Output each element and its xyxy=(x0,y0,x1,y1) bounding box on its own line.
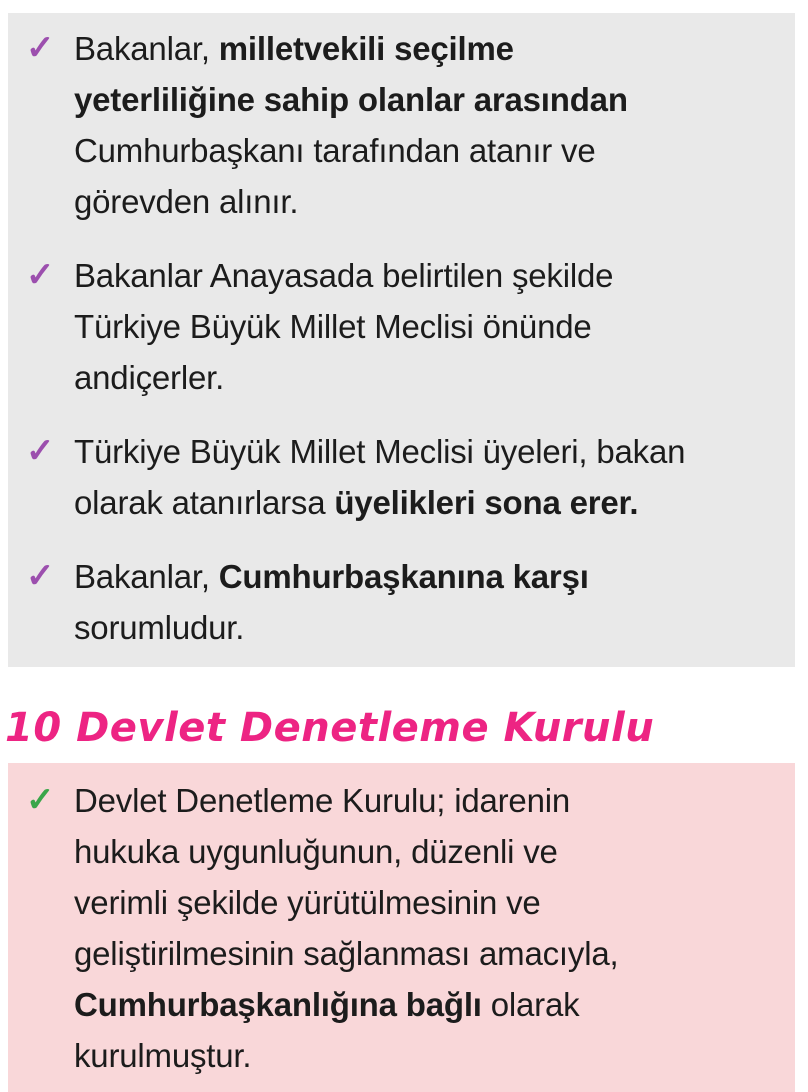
text-segment: Türkiye Büyük Millet Meclisi üyeleri, bakan xyxy=(74,433,686,470)
list-item xyxy=(20,775,775,1081)
text-segment: geliştirilmesinin sağlanması amacıyla, xyxy=(74,935,619,972)
text-segment: Cumhurbaşkanı tarafından atanır ve xyxy=(74,132,596,169)
text-line xyxy=(74,602,589,653)
text-segment: andiçerler. xyxy=(74,359,225,396)
list-item xyxy=(20,250,775,403)
ministers-info-box xyxy=(8,13,795,667)
text-segment-bold: Cumhurbaşkanına karşı xyxy=(218,558,589,595)
text-line xyxy=(74,477,685,528)
text-line xyxy=(74,877,618,928)
bullet-text xyxy=(74,250,613,403)
checkmark-icon: ✓ xyxy=(26,781,55,819)
text-line xyxy=(74,426,685,477)
bullet-text xyxy=(74,426,685,528)
list-item xyxy=(20,23,775,227)
text-line xyxy=(74,301,613,352)
bullet-text xyxy=(74,775,618,1081)
bullet-text xyxy=(74,551,589,653)
text-line xyxy=(74,826,618,877)
checkmark-icon: ✓ xyxy=(26,557,55,595)
text-segment: olarak atanırlarsa xyxy=(74,484,335,521)
text-segment-bold: üyelikleri sona erer. xyxy=(334,484,639,521)
text-segment: verimli şekilde yürütülmesinin ve xyxy=(74,884,541,921)
text-line xyxy=(74,125,628,176)
text-segment: hukuka uygunluğunun, düzenli ve xyxy=(74,833,558,870)
text-line xyxy=(74,928,618,979)
text-line xyxy=(74,551,589,602)
text-line xyxy=(74,775,618,826)
text-line xyxy=(74,352,613,403)
list-item xyxy=(20,426,775,528)
checkmark-icon: ✓ xyxy=(26,432,55,470)
text-segment: kurulmuştur. xyxy=(74,1037,252,1074)
text-segment: sorumludur. xyxy=(74,609,245,646)
text-segment-bold: Cumhurbaşkanlığına bağlı xyxy=(74,986,482,1023)
text-segment: görevden alınır. xyxy=(74,183,299,220)
book-page xyxy=(0,13,808,1092)
text-segment: Devlet Denetleme Kurulu; idarenin xyxy=(74,782,571,819)
text-line xyxy=(74,979,618,1030)
list-item xyxy=(20,551,775,653)
text-segment-bold: milletvekili seçilme xyxy=(218,30,514,67)
bullet-text xyxy=(74,23,628,227)
text-line xyxy=(74,74,628,125)
state-supervisory-board-box xyxy=(8,763,795,1092)
text-segment: Bakanlar, xyxy=(74,30,219,67)
text-segment: Bakanlar Anayasada belirtilen şekilde xyxy=(74,257,614,294)
text-line xyxy=(74,176,628,227)
text-line xyxy=(74,23,628,74)
checkmark-icon: ✓ xyxy=(26,29,55,67)
text-segment: Türkiye Büyük Millet Meclisi önünde xyxy=(74,308,592,345)
text-segment: Bakanlar, xyxy=(74,558,219,595)
text-segment-bold: yeterliliğine sahip olanlar arasından xyxy=(74,81,628,118)
text-line xyxy=(74,1030,618,1081)
text-segment: olarak xyxy=(481,986,580,1023)
checkmark-icon: ✓ xyxy=(26,256,55,294)
text-line xyxy=(74,250,613,301)
section-heading: 10 Devlet Denetleme Kurulu xyxy=(5,705,655,751)
